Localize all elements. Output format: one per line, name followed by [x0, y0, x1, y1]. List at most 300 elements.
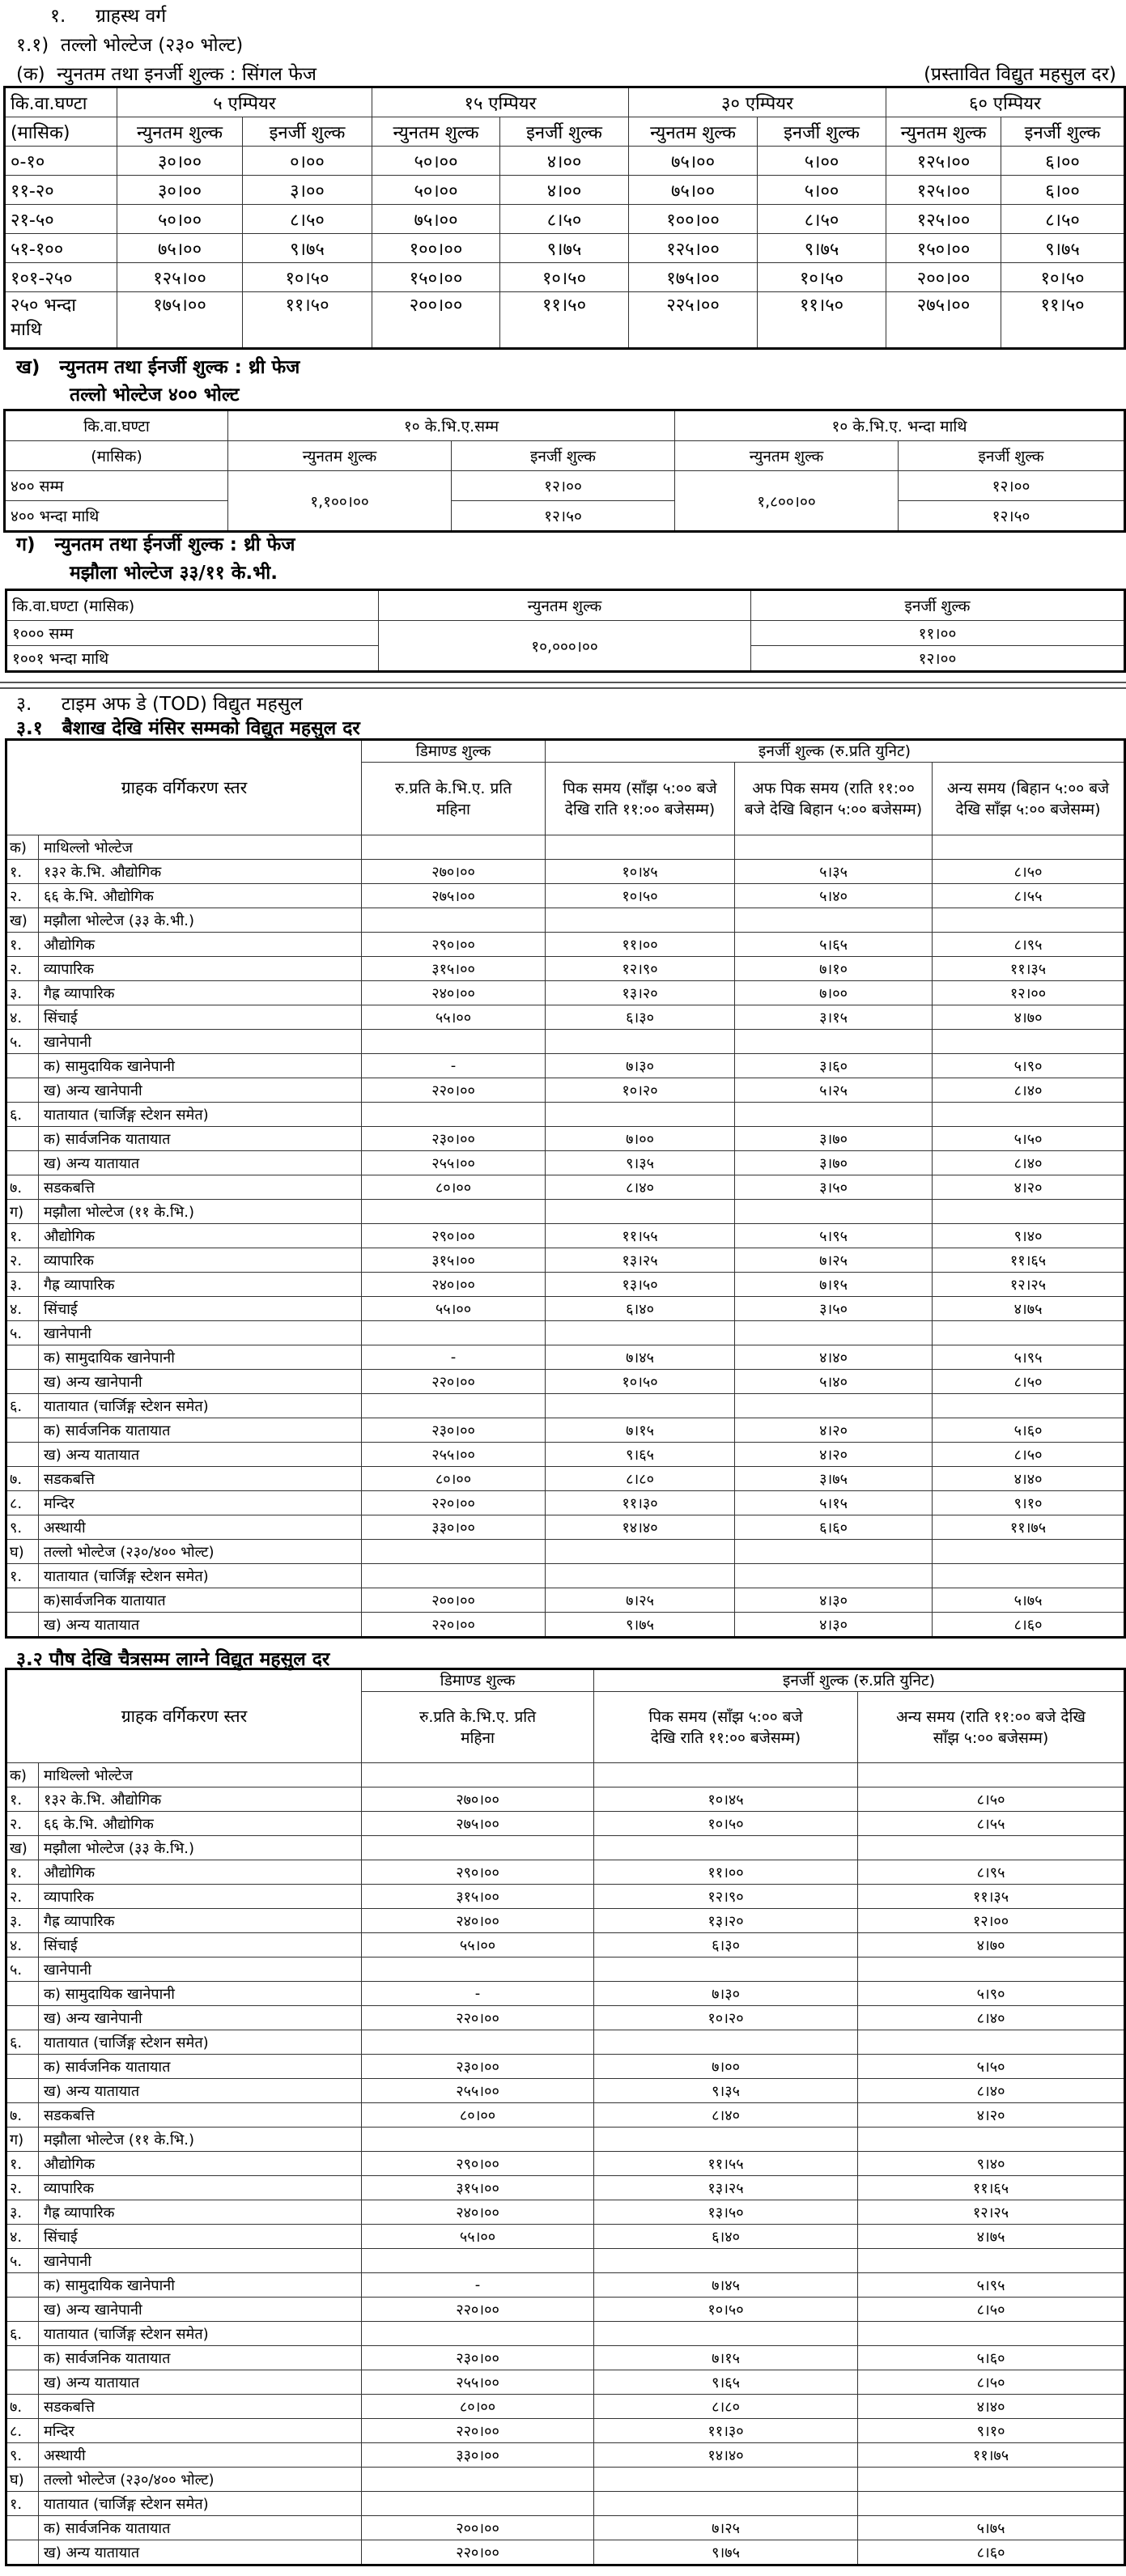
min-charge-header: न्युनतम शुल्क — [675, 441, 899, 471]
category-label: क) सामुदायिक खानेपानी — [39, 2273, 362, 2298]
category-label: सिंचाई — [39, 1297, 362, 1321]
table-row — [6, 2370, 1125, 2395]
min-charge-header: न्युनतम शुल्क — [629, 117, 758, 147]
category-label: व्यापारिक — [39, 1248, 362, 1273]
table-row — [6, 1394, 1125, 1418]
energy-charge: ८।५० — [758, 205, 886, 234]
kha-subheading: तल्लो भोल्टेज ४०० भोल्ट — [70, 385, 240, 406]
demand-charge: २२०।०० — [362, 2006, 594, 2030]
category-label: ख) अन्य यातायात — [39, 2370, 362, 2395]
table-row — [6, 1224, 1125, 1248]
category-label: ख) अन्य खानेपानी — [39, 2298, 362, 2322]
row-number: ४. — [6, 1297, 39, 1321]
table-row — [6, 2103, 1125, 2128]
table-row — [6, 2419, 1125, 2443]
demand-charge: ८०।०० — [362, 1175, 546, 1200]
peak-charge — [546, 1564, 735, 1588]
other-time-charge: ८।६० — [933, 1613, 1125, 1638]
section-number: १.१) — [16, 35, 49, 56]
row-number: ८. — [6, 2419, 39, 2443]
other-time-charge: ११।७५ — [858, 2443, 1125, 2468]
energy-charge: ११।०० — [751, 621, 1125, 646]
classification-header: ग्राहक वर्गिकरण स्तर — [6, 740, 362, 835]
demand-charge: २३०।०० — [362, 1127, 546, 1151]
table-row — [6, 1370, 1125, 1394]
row-number — [6, 1370, 39, 1394]
section-number: ख) — [16, 357, 40, 378]
off-peak-charge: ७।१० — [735, 957, 933, 981]
demand-charge: २७०।०० — [362, 1787, 594, 1812]
table-row — [5, 263, 1125, 292]
peak-charge — [594, 1958, 858, 1982]
row-number: १. — [6, 1564, 39, 1588]
other-time-charge: ९।४० — [933, 1224, 1125, 1248]
category-label: यातायात (चार्जिङ्ग स्टेशन समेत) — [39, 2492, 362, 2516]
energy-charge: १२।०० — [899, 471, 1125, 501]
table-row — [6, 1588, 1125, 1613]
peak-charge — [546, 1103, 735, 1127]
other-time-charge — [858, 1836, 1125, 1860]
section-divider — [0, 682, 1126, 689]
peak-charge: ८।४० — [546, 1175, 735, 1200]
off-peak-charge: ५।४० — [735, 1370, 933, 1394]
row-number — [6, 1613, 39, 1638]
monthly-header: (मासिक) — [5, 441, 228, 471]
category-label: गैह्र व्यापारिक — [39, 2200, 362, 2225]
peak-charge: ११।०० — [594, 1860, 858, 1885]
demand-charge — [362, 835, 546, 860]
category-label: मन्दिर — [39, 1491, 362, 1515]
other-time-charge: ४।४० — [858, 2395, 1125, 2419]
table-row — [6, 1933, 1125, 1958]
peak-charge: ११।३० — [594, 2419, 858, 2443]
category-label: क) सार्वजनिक यातायात — [39, 2516, 362, 2540]
table-row — [6, 1078, 1125, 1103]
other-time-charge: ५।५० — [933, 1127, 1125, 1151]
table-row — [6, 1564, 1125, 1588]
demand-unit-header: रु.प्रति के.भि.ए. प्रति महिना — [362, 763, 546, 835]
min-charge: १५०।०० — [372, 263, 500, 292]
energy-charge: ११।५० — [758, 292, 886, 349]
peak-charge: १०।५० — [594, 2298, 858, 2322]
table-row — [6, 1982, 1125, 2006]
other-time-charge — [933, 1200, 1125, 1224]
min-charge: ७५।०० — [629, 147, 758, 176]
off-peak-charge: ४।४० — [735, 1345, 933, 1370]
row-number: ग) — [6, 2128, 39, 2152]
category-label: खानेपानी — [39, 2249, 362, 2273]
energy-charge: १२।५० — [452, 501, 675, 532]
other-time-header: अन्य समय (राति ११:०० बजे देखि साँझ ५:०० बजेसम्म) — [858, 1692, 1125, 1763]
energy-charge: ०।०० — [243, 147, 372, 176]
table-row — [5, 147, 1125, 176]
row-number: ख) — [6, 1836, 39, 1860]
demand-charge: २४०।०० — [362, 2200, 594, 2225]
off-peak-charge: ३।७५ — [735, 1467, 933, 1491]
peak-charge: १३।५० — [546, 1273, 735, 1297]
kwh-range: १००१ भन्दा माथि — [6, 646, 379, 672]
peak-charge: ७।०० — [546, 1127, 735, 1151]
table-row — [6, 1103, 1125, 1127]
proposed-rate-note: (प्रस्तावित विद्युत महसुल दर) — [924, 64, 1116, 85]
other-time-charge: ९।१० — [933, 1491, 1125, 1515]
demand-charge — [362, 1763, 594, 1787]
peak-charge: ९।३५ — [546, 1151, 735, 1175]
other-time-charge — [933, 1103, 1125, 1127]
other-time-charge: १२।२५ — [858, 2200, 1125, 2225]
category-label: खानेपानी — [39, 1321, 362, 1345]
row-number — [6, 2516, 39, 2540]
peak-charge: ९।६५ — [546, 1443, 735, 1467]
other-time-charge: ४।२० — [933, 1175, 1125, 1200]
demand-charge-header: डिमाण्ड शुल्क — [362, 740, 546, 763]
demand-charge — [362, 2492, 594, 2516]
demand-charge: - — [362, 1054, 546, 1078]
min-charge: १७५।०० — [629, 263, 758, 292]
min-charge: २००।०० — [372, 292, 500, 349]
peak-charge: ११।३० — [546, 1491, 735, 1515]
off-peak-charge: ६।६० — [735, 1515, 933, 1540]
demand-charge — [362, 908, 546, 933]
peak-charge: ८।८० — [546, 1467, 735, 1491]
demand-charge: २२०।०० — [362, 1491, 546, 1515]
demand-charge — [362, 2322, 594, 2346]
table-row — [6, 2200, 1125, 2225]
row-number: ५. — [6, 2249, 39, 2273]
section-number: १. — [50, 6, 66, 27]
peak-charge: ७।१५ — [594, 2346, 858, 2370]
demand-charge: २२०।०० — [362, 1613, 546, 1638]
row-number: १. — [6, 933, 39, 957]
category-label: सिंचाई — [39, 2225, 362, 2249]
table-row — [6, 1175, 1125, 1200]
category-label: क) सार्वजनिक यातायात — [39, 1418, 362, 1443]
section-1-heading — [50, 2, 166, 28]
category-label: सडकबत्ति — [39, 1175, 362, 1200]
row-number: १. — [6, 1787, 39, 1812]
category-label: गैह्र व्यापारिक — [39, 1273, 362, 1297]
peak-charge: ७।४५ — [546, 1345, 735, 1370]
peak-charge: १३।२५ — [546, 1248, 735, 1273]
kwh-range: ०-१० — [5, 147, 117, 176]
peak-charge — [594, 2249, 858, 2273]
section-title: टाइम अफ डे (TOD) विद्युत महसुल — [61, 694, 303, 715]
peak-charge: १०।५० — [594, 1812, 858, 1836]
row-number: ५. — [6, 1321, 39, 1345]
row-number — [6, 2370, 39, 2395]
category-label: ख) अन्य खानेपानी — [39, 1370, 362, 1394]
row-number — [6, 2346, 39, 2370]
row-number: ९. — [6, 2443, 39, 2468]
other-time-charge — [858, 2249, 1125, 2273]
category-label: ख) अन्य यातायात — [39, 2079, 362, 2103]
peak-charge: १०।५० — [546, 884, 735, 908]
peak-charge — [594, 1836, 858, 1860]
peak-charge: ७।४५ — [594, 2273, 858, 2298]
peak-charge: ९।७५ — [594, 2540, 858, 2565]
table-row — [6, 2516, 1125, 2540]
table-row — [6, 621, 1125, 646]
row-number: ५. — [6, 1030, 39, 1054]
energy-charge: १०।५० — [1001, 263, 1125, 292]
demand-charge: - — [362, 1982, 594, 2006]
section-number: ग) — [16, 534, 36, 555]
off-peak-charge: ७।०० — [735, 981, 933, 1005]
peak-charge: १०।२० — [594, 2006, 858, 2030]
other-time-charge: ५।९५ — [933, 1345, 1125, 1370]
off-peak-charge: ५।६५ — [735, 933, 933, 957]
peak-charge: ९।३५ — [594, 2079, 858, 2103]
min-charge: २००।०० — [886, 263, 1001, 292]
table-row — [6, 1151, 1125, 1175]
other-time-charge: ८।४० — [933, 1151, 1125, 1175]
category-label: यातायात (चार्जिङ्ग स्टेशन समेत) — [39, 1394, 362, 1418]
kwh-header: कि.वा.घण्टा — [5, 87, 117, 117]
other-time-charge: ५।९५ — [858, 2273, 1125, 2298]
table-row — [6, 1491, 1125, 1515]
peak-charge: १३।२५ — [594, 2176, 858, 2200]
category-label: मन्दिर — [39, 2419, 362, 2443]
table-row — [6, 1273, 1125, 1297]
group-row — [6, 835, 1125, 860]
table-row — [6, 1127, 1125, 1151]
table-row — [6, 2249, 1125, 2273]
demand-charge: ५५।०० — [362, 1005, 546, 1030]
table-row — [6, 2298, 1125, 2322]
table-row — [6, 2443, 1125, 2468]
energy-charge: १०।५० — [500, 263, 629, 292]
table-row — [6, 1054, 1125, 1078]
row-number — [6, 2055, 39, 2079]
table-row — [5, 234, 1125, 263]
category-label: माथिल्लो भोल्टेज — [39, 1763, 362, 1787]
peak-charge — [546, 835, 735, 860]
table-row — [6, 1958, 1125, 1982]
other-time-charge: ८।५५ — [933, 884, 1125, 908]
peak-charge: ९।६५ — [594, 2370, 858, 2395]
section-number: ३.१ — [16, 718, 43, 739]
row-number: ग) — [6, 1200, 39, 1224]
category-label: औद्योगिक — [39, 2152, 362, 2176]
row-number: क) — [6, 835, 39, 860]
other-time-charge: ११।३५ — [858, 1885, 1125, 1909]
other-time-header: अन्य समय (बिहान ५:०० बजे देखि साँझ ५:०० बजेसम्म) — [933, 763, 1125, 835]
demand-charge — [362, 1030, 546, 1054]
demand-charge: २९०।०० — [362, 1860, 594, 1885]
row-number: घ) — [6, 2468, 39, 2492]
demand-charge: २२०।०० — [362, 1078, 546, 1103]
row-number — [6, 1151, 39, 1175]
category-label: मझौला भोल्टेज (११ के.भि.) — [39, 2128, 362, 2152]
off-peak-charge: ५।३५ — [735, 860, 933, 884]
min-charge: ३०।०० — [117, 176, 243, 205]
table-row — [6, 884, 1125, 908]
demand-charge: २४०।०० — [362, 1909, 594, 1933]
min-charge: ५०।०० — [372, 147, 500, 176]
table-row — [6, 2176, 1125, 2200]
energy-charge: ११।५० — [1001, 292, 1125, 349]
off-peak-charge: ३।५० — [735, 1175, 933, 1200]
off-peak-charge — [735, 1103, 933, 1127]
demand-charge: २३०।०० — [362, 2346, 594, 2370]
category-label: व्यापारिक — [39, 957, 362, 981]
table-row — [6, 2079, 1125, 2103]
other-time-charge: ५।७५ — [858, 2516, 1125, 2540]
subsection-kha-heading — [16, 353, 300, 379]
section-number: (क) — [16, 64, 45, 85]
peak-charge: ११।०० — [546, 933, 735, 957]
category-label: अस्थायी — [39, 1515, 362, 1540]
category-label: सिंचाई — [39, 1933, 362, 1958]
kva-group-header: १० के.भि.ए. भन्दा माथि — [675, 410, 1125, 441]
peak-charge — [546, 1540, 735, 1564]
demand-charge — [362, 2468, 594, 2492]
table-row — [6, 2273, 1125, 2298]
table-row — [6, 1909, 1125, 1933]
demand-charge: ३१५।०० — [362, 1248, 546, 1273]
category-label: ख) अन्य खानेपानी — [39, 1078, 362, 1103]
table-row — [6, 1248, 1125, 1273]
off-peak-charge: ५।४० — [735, 884, 933, 908]
other-time-charge: ८।९५ — [858, 1860, 1125, 1885]
section-3-2-heading: ३.२ पौष देखि चैत्रसम्म लाग्ने विद्युत महसुल दर — [16, 1649, 330, 1670]
energy-charge-header: इनर्जी शुल्क — [243, 117, 372, 147]
category-label: औद्योगिक — [39, 1860, 362, 1885]
category-label: औद्योगिक — [39, 1224, 362, 1248]
table-row — [5, 501, 1125, 532]
category-label: ख) अन्य यातायात — [39, 1443, 362, 1467]
section-title: बैशाख देखि मंसिर सम्मको विद्युत महसुल दर — [62, 718, 360, 739]
energy-charge: १२।५० — [899, 501, 1125, 532]
table-row — [6, 1297, 1125, 1321]
category-label: क) सामुदायिक खानेपानी — [39, 1345, 362, 1370]
demand-charge — [362, 2249, 594, 2273]
group-row — [6, 1836, 1125, 1860]
peak-charge: १२।९० — [594, 1885, 858, 1909]
row-number: ५. — [6, 1958, 39, 1982]
peak-charge: १०।४५ — [594, 1787, 858, 1812]
group-row — [6, 1763, 1125, 1787]
peak-charge: ७।३० — [546, 1054, 735, 1078]
category-label: सडकबत्ति — [39, 1467, 362, 1491]
demand-charge: ५५।०० — [362, 2225, 594, 2249]
demand-charge: ३१५।०० — [362, 1885, 594, 1909]
demand-charge: २२०।०० — [362, 1370, 546, 1394]
peak-charge: १३।२० — [594, 1909, 858, 1933]
peak-charge: ६।३० — [594, 1933, 858, 1958]
peak-charge: १४।४० — [546, 1515, 735, 1540]
row-number: १. — [6, 1224, 39, 1248]
demand-charge: - — [362, 2273, 594, 2298]
energy-charge: ९।७५ — [1001, 234, 1125, 263]
other-time-charge: ८।९५ — [933, 933, 1125, 957]
category-label: सडकबत्ति — [39, 2395, 362, 2419]
row-number: ७. — [6, 1467, 39, 1491]
off-peak-charge: ४।२० — [735, 1418, 933, 1443]
demand-charge: - — [362, 1345, 546, 1370]
energy-charge: ९।७५ — [500, 234, 629, 263]
category-label: ख) अन्य खानेपानी — [39, 2006, 362, 2030]
off-peak-charge: ४।३० — [735, 1588, 933, 1613]
other-time-charge: ९।१० — [858, 2419, 1125, 2443]
amp-group-header: ६० एम्पियर — [886, 87, 1125, 117]
table-row — [6, 1321, 1125, 1345]
peak-charge — [594, 1763, 858, 1787]
row-number: ६. — [6, 1394, 39, 1418]
row-number: ३. — [6, 1273, 39, 1297]
row-number: ८. — [6, 1491, 39, 1515]
demand-charge-header: डिमाण्ड शुल्क — [362, 1669, 594, 1692]
ga-subheading: मझौला भोल्टेज ३३/११ के.भी. — [70, 563, 278, 584]
table-row — [6, 1418, 1125, 1443]
row-number — [6, 1418, 39, 1443]
other-time-charge — [858, 1958, 1125, 1982]
demand-charge: २५५।०० — [362, 1443, 546, 1467]
row-number: ९. — [6, 1515, 39, 1540]
peak-charge: १०।५० — [546, 1370, 735, 1394]
energy-charge: ११।५० — [243, 292, 372, 349]
table-row — [6, 1345, 1125, 1370]
table-row — [6, 2540, 1125, 2565]
min-charge: १७५।०० — [117, 292, 243, 349]
peak-charge — [546, 1030, 735, 1054]
other-time-charge: ९।४० — [858, 2152, 1125, 2176]
row-number: २. — [6, 1885, 39, 1909]
category-label: १३२ के.भि. औद्योगिक — [39, 860, 362, 884]
demand-charge — [362, 1540, 546, 1564]
tod-table-poush-chaitra — [5, 1668, 1126, 2566]
energy-charge-header: इनर्जी शुल्क — [500, 117, 629, 147]
energy-charge: ३।०० — [243, 176, 372, 205]
table-row — [6, 1467, 1125, 1491]
demand-charge: २९०।०० — [362, 933, 546, 957]
section-3-1-heading — [16, 714, 360, 740]
kwh-range: १००० सम्म — [6, 621, 379, 646]
demand-charge — [362, 2128, 594, 2152]
section-1-1-heading — [16, 31, 243, 57]
energy-charge: ४।०० — [500, 176, 629, 205]
row-number: ६. — [6, 2322, 39, 2346]
monthly-header: (मासिक) — [5, 117, 117, 147]
min-charge: १००।०० — [629, 205, 758, 234]
other-time-charge: ५।६० — [858, 2346, 1125, 2370]
other-time-charge: ५।९० — [933, 1054, 1125, 1078]
row-number: २. — [6, 884, 39, 908]
min-charge: २२५।०० — [629, 292, 758, 349]
category-label: क) सार्वजनिक यातायात — [39, 1127, 362, 1151]
demand-charge: ८०।०० — [362, 2395, 594, 2419]
off-peak-charge: ५।१५ — [735, 1491, 933, 1515]
demand-charge — [362, 1958, 594, 1982]
other-time-charge: १२।०० — [858, 1909, 1125, 1933]
demand-charge — [362, 1394, 546, 1418]
category-label: व्यापारिक — [39, 2176, 362, 2200]
table-row — [6, 2395, 1125, 2419]
demand-charge: २९०।०० — [362, 1224, 546, 1248]
category-label: क) सामुदायिक खानेपानी — [39, 1054, 362, 1078]
table-row — [6, 860, 1125, 884]
demand-charge: २७५।०० — [362, 1812, 594, 1836]
section-title: न्युनतम तथा इनर्जी शुल्क : सिंगल फेज — [57, 64, 317, 85]
off-peak-charge: ५।९५ — [735, 1224, 933, 1248]
min-charge: ५०।०० — [117, 205, 243, 234]
category-label: गैह्र व्यापारिक — [39, 981, 362, 1005]
off-peak-charge: ७।१५ — [735, 1273, 933, 1297]
min-charge-header: न्युनतम शुल्क — [117, 117, 243, 147]
section-title: न्युनतम तथा ईनर्जी शुल्क : थ्री फेज — [59, 357, 300, 378]
row-number — [6, 1345, 39, 1370]
table-row — [6, 1443, 1125, 1467]
